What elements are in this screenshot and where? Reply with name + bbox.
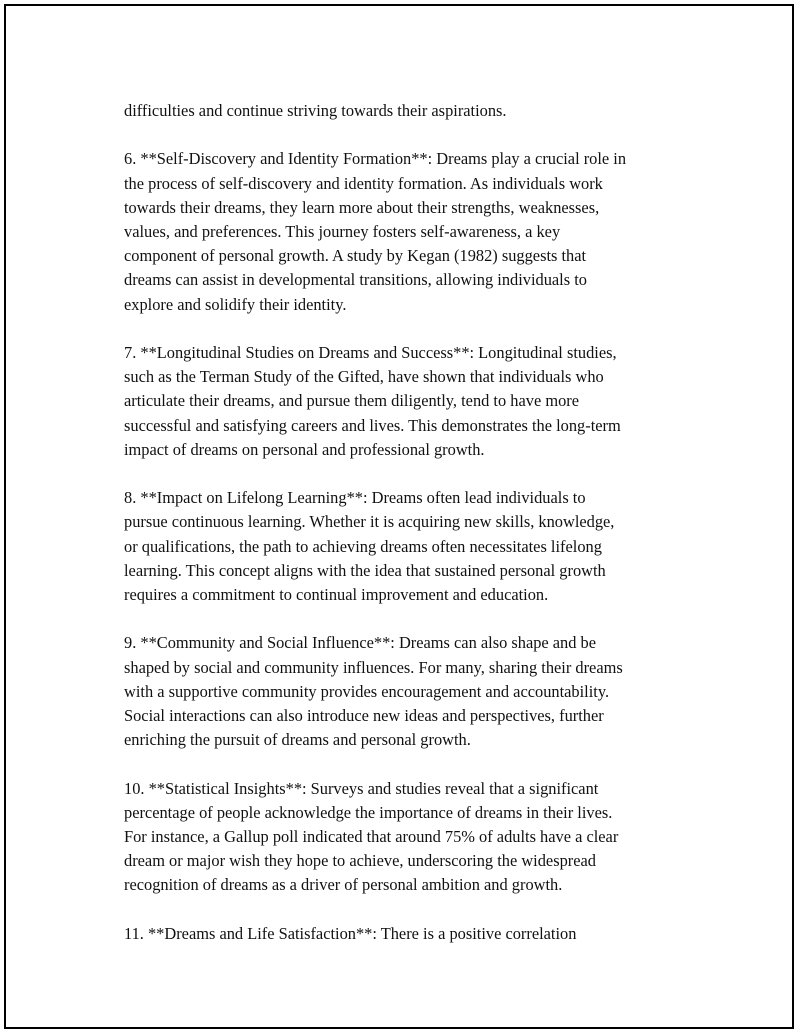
paragraph-longitudinal-studies: 7. **Longitudinal Studies on Dreams and Success**: Longitudinal studies, such as the Terman Study of the Gifted, have shown that individuals who articulate their dreams, and pursue them diligently, tend to have more successful and satisfying careers and lives. This demonstrates the long-term impact of dreams on personal and professional growth.	[124, 343, 621, 459]
document-body	[124, 99, 699, 970]
paragraph-self-discovery: 6. **Self-Discovery and Identity Formation**: Dreams play a crucial role in the process of self-discovery and identity formation. As individuals work towards their dreams, they learn more about their strengths, weaknesses, values, and preferences. This journey fosters self-awareness, a key component of personal growth. A study by Kegan (1982) suggests that dreams can assist in developmental transitions, allowing individuals to explore and solidify their identity.	[124, 149, 627, 314]
paragraph-statistical-insights: 10. **Statistical Insights**: Surveys and studies reveal that a significant percentage of people acknowledge the importance of dreams in their lives. For instance, a Gallup poll indicated that around 75% of adults have a clear dream or major wish they hope to achieve, underscoring the widespread recognition of dreams as a driver of personal ambition and growth.	[124, 778, 619, 895]
paragraph-continuation: difficulties and continue striving towards their aspirations.	[124, 101, 507, 120]
paragraph-community-influence: 9. **Community and Social Influence**: Dreams can also shape and be shaped by social and community influences. For many, sharing their dreams with a supportive community provides encouragement and accountability. Social interactions can also introduce new ideas and perspectives, further enriching the pursuit of dreams and personal growth.	[124, 633, 623, 750]
page-frame	[4, 4, 794, 1029]
paragraph-lifelong-learning: 8. **Impact on Lifelong Learning**: Dreams often lead individuals to pursue continuous learning. Whether it is acquiring new skills, knowledge, or qualifications, the path to achieving dreams often necessitates lifelong learning. This concept aligns with the idea that sustained personal growth requires a commitment to continual improvement and education.	[124, 488, 615, 605]
paragraph-life-satisfaction: 11. **Dreams and Life Satisfaction**: There is a positive correlation	[124, 923, 577, 943]
